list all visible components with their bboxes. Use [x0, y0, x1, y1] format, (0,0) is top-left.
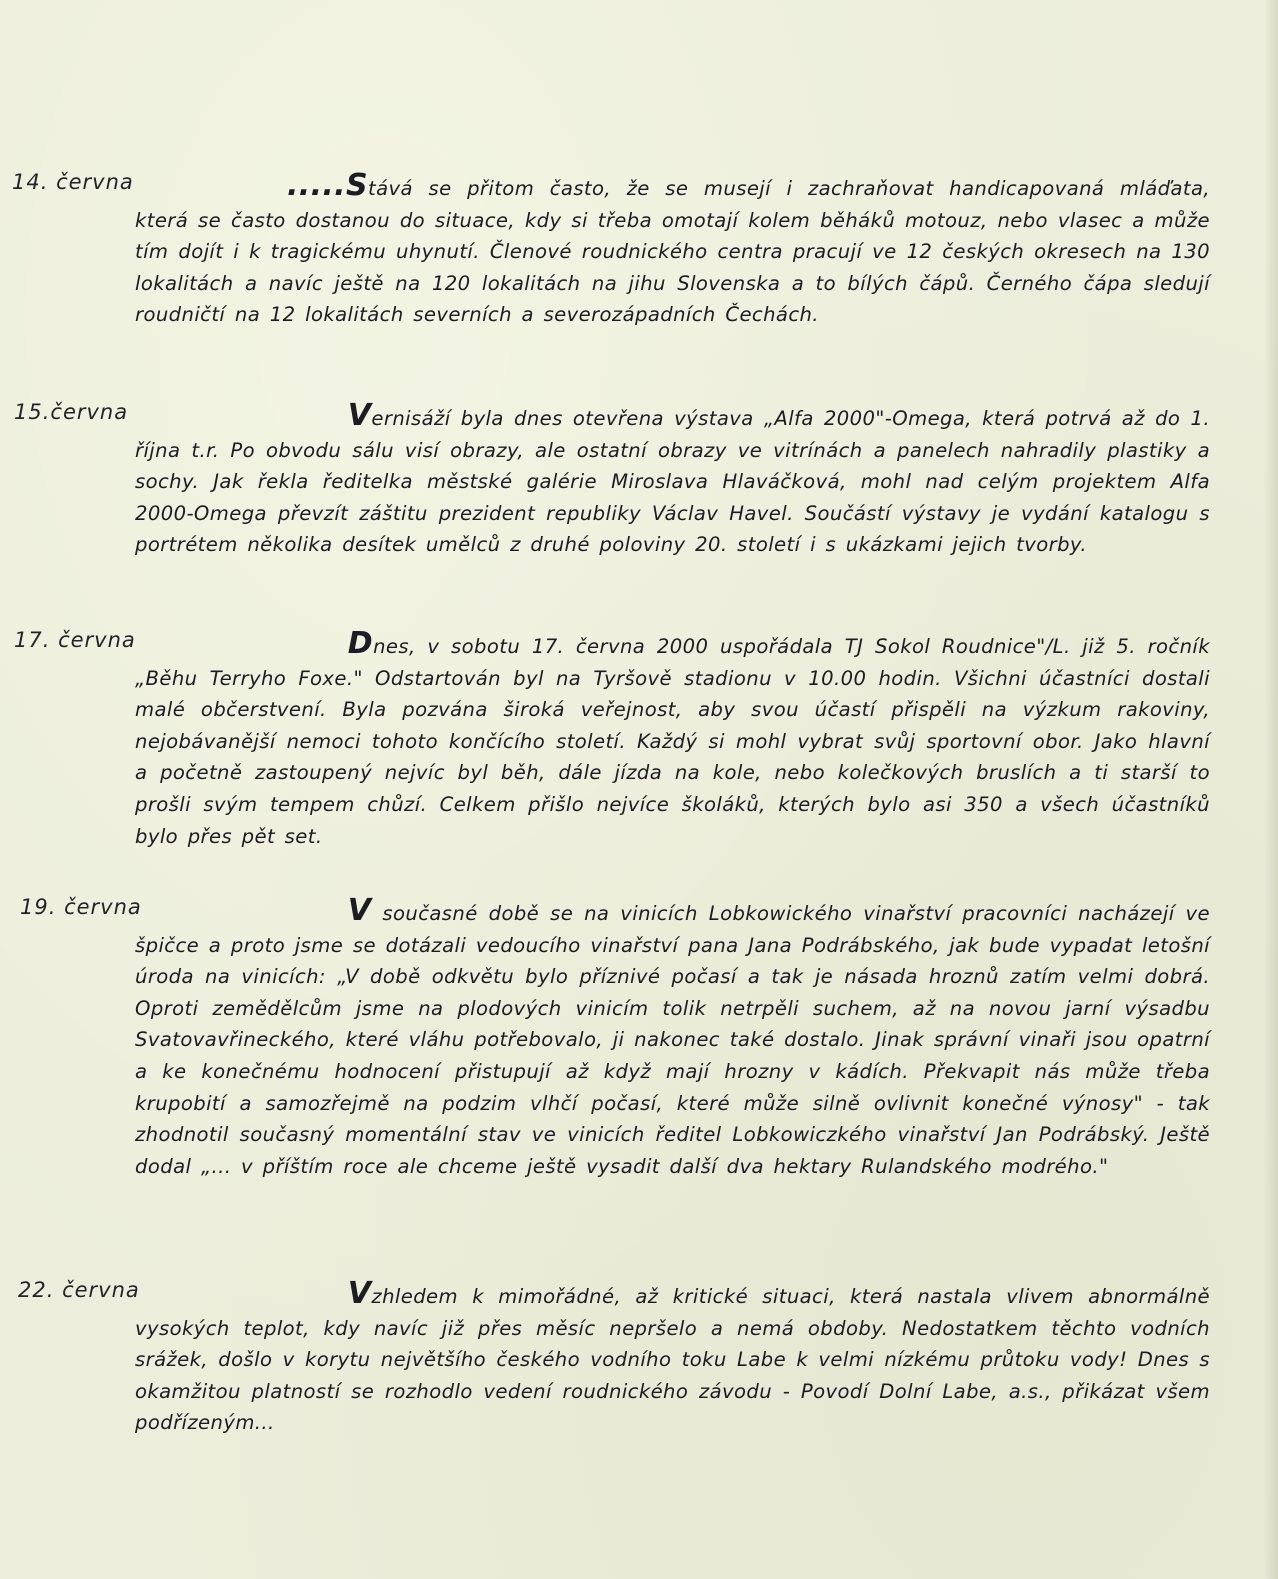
entry-date: 17. června [14, 628, 136, 652]
entry-text: .....Stává se přitom často, že se musejí i zachraňovat handicapovaná mláďata, která se často dostanou do situace, kdy si třeba omotají kolem běháků motouz, nebo vlasec a může tím dojít i k tragickému uhynutí. Členové roudnického centra pracují ve 12 českých okresech na 130 lokalitách a navíc ještě na 120 lokalitách na jihu Slovenska a to bílých čápů. Černého čápa sledují roudničtí na 12 lokalitách severních a severozápadních Čechách. [135, 168, 1210, 327]
entry-date: 19. června [20, 895, 142, 919]
entry-text: Dnes, v sobotu 17. června 2000 uspořádala TJ Sokol Roudnice"/L. již 5. ročník „Běhu Terryho Foxe." Odstartován byl na Tyršově stadionu v 10.00 hodin. Všichni účastníci dostali malé občerstvení. Byla pozvána široká veřejnost, aby svou účastí přispěli na výzkum rakoviny, nejobávanější nemoci tohoto končícího století. Každý si mohl vybrat svůj sportovní obor. Jako hlavní a početně zastoupený nejvíc byl běh, dále jízda na kole, nebo kolečkových bruslích a ti starší to prošli svým tempem chůzí. Celkem přišlo nejvíce školáků, kterých bylo asi 350 a všech účastníků bylo přes pět set. [135, 626, 1210, 848]
page-edge-shadow [1264, 0, 1278, 1579]
entry-text: V současné době se na vinicích Lobkowického vinařství pracovníci nacházejí ve špičce a proto jsme se dotázali vedoucího vinařství pana Jana Podrábského, jak bude vypadat letošní úroda na vinicích: „V době odkvětu bylo příznivé počasí a tak je násada hroznů zatím velmi dobrá. Oproti zemědělcům jsme na plodových vinicím tolik netrpěli suchem, až na novou jarní výsadbu Svatovavřineckého, které vláhu potřebovalo, ji nakonec také dostalo. Jinak správní vinaři jsou opatrní a ke konečnému hodnocení přistupují až když mají hrozny v kádích. Překvapit nás může třeba krupobití a samozřejmě na podzim vlhčí počasí, které může silně ovlivnit konečné výnosy" - tak zhodnotil současný momentální stav ve vinicích ředitel Lobkowiczkého vinařství Jan Podrábský. Ještě dodal „... v příštím roce ale chceme ještě vysadit další dva hektary Rulandského modrého." [135, 893, 1210, 1178]
entry-date: 22. června [18, 1278, 140, 1302]
entry-date: 14. června [12, 170, 134, 194]
entry-date: 15.června [14, 400, 129, 424]
entry-text: Vzhledem k mimořádné, až kritické situaci, která nastala vlivem abnormálně vysokých teplot, kdy navíc již přes měsíc nepršelo a nemá obdoby. Nedostatkem těchto vodních srážek, došlo v korytu největšího českého vodního toku Labe k velmi nízkému průtoku vody! Dnes s okamžitou platností se rozhodlo vedení roudnického závodu - Povodí Dolní Labe, a.s., přikázat všem podřízeným... [135, 1276, 1210, 1435]
entry-text: Vernisáží byla dnes otevřena výstava „Alfa 2000"-Omega, která potrvá až do 1. října t.r. Po obvodu sálu visí obrazy, ale ostatní obrazy ve vitrínách a panelech nahradily plastiky a sochy. Jak řekla ředitelka městské galérie Miroslava Hlaváčková, mohl nad celým projektem Alfa 2000-Omega převzít záštitu prezident republiky Václav Havel. Součástí výstavy je vydání katalogu s portrétem několika desítek umělců z druhé poloviny 20. století i s ukázkami jejich tvorby. [135, 398, 1210, 557]
